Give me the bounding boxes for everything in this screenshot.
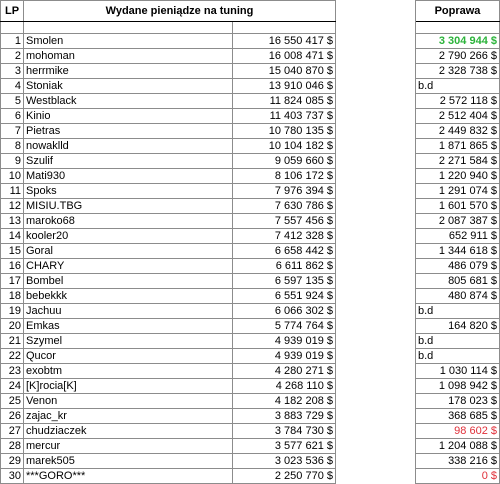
improvement-cell: 98 602 $ xyxy=(416,424,500,439)
rank-cell: 21 xyxy=(1,334,24,349)
improvement-cell: 2 328 738 $ xyxy=(416,64,500,79)
table-row xyxy=(1,94,500,109)
table-row xyxy=(1,334,500,349)
improvement-cell: 2 572 118 $ xyxy=(416,94,500,109)
improvement-cell: 652 911 $ xyxy=(416,229,500,244)
rank-cell: 29 xyxy=(1,454,24,469)
rank-cell: 7 xyxy=(1,124,24,139)
table-row xyxy=(1,64,500,79)
player-name-cell: Szymel xyxy=(24,334,233,349)
table-row xyxy=(1,409,500,424)
rank-cell: 2 xyxy=(1,49,24,64)
spent-value-cell: 7 976 394 $ xyxy=(233,184,336,199)
table-row xyxy=(1,139,500,154)
gap-cell xyxy=(336,64,416,79)
table-row xyxy=(1,124,500,139)
player-name-cell: CHARY xyxy=(24,259,233,274)
player-name-cell: kooler20 xyxy=(24,229,233,244)
improvement-cell: 1 030 114 $ xyxy=(416,364,500,379)
table-row xyxy=(1,79,500,94)
table-row xyxy=(1,289,500,304)
spent-value-cell: 6 551 924 $ xyxy=(233,289,336,304)
gap-cell xyxy=(336,334,416,349)
improvement-cell: 1 204 088 $ xyxy=(416,439,500,454)
player-name-cell: maroko68 xyxy=(24,214,233,229)
gap-cell xyxy=(336,349,416,364)
player-name-cell: bebekkk xyxy=(24,289,233,304)
spent-value-cell: 9 059 660 $ xyxy=(233,154,336,169)
spent-value-cell: 5 774 764 $ xyxy=(233,319,336,334)
gap-cell xyxy=(336,139,416,154)
spent-value-cell: 4 182 208 $ xyxy=(233,394,336,409)
improvement-cell: 486 079 $ xyxy=(416,259,500,274)
player-name-cell: Venon xyxy=(24,394,233,409)
improvement-cell: 1 291 074 $ xyxy=(416,184,500,199)
player-name-cell: Smolen xyxy=(24,34,233,49)
improvement-cell: b.d xyxy=(416,79,500,94)
rank-cell: 15 xyxy=(1,244,24,259)
table-row xyxy=(1,274,500,289)
improvement-cell: 338 216 $ xyxy=(416,454,500,469)
header-spent: Wydane pieniądze na tuning xyxy=(24,1,336,22)
table-row xyxy=(1,244,500,259)
rank-cell: 18 xyxy=(1,289,24,304)
player-name-cell: mercur xyxy=(24,439,233,454)
player-name-cell: marek505 xyxy=(24,454,233,469)
gap-cell xyxy=(336,259,416,274)
table-row xyxy=(1,379,500,394)
improvement-cell: 368 685 $ xyxy=(416,409,500,424)
spent-value-cell: 16 550 417 $ xyxy=(233,34,336,49)
improvement-cell: b.d xyxy=(416,304,500,319)
gap-cell xyxy=(336,439,416,454)
improvement-cell: 1 601 570 $ xyxy=(416,199,500,214)
spent-value-cell: 7 630 786 $ xyxy=(233,199,336,214)
player-name-cell: Pietras xyxy=(24,124,233,139)
improvement-cell: b.d xyxy=(416,349,500,364)
player-name-cell: Qucor xyxy=(24,349,233,364)
table-row xyxy=(1,424,500,439)
spent-value-cell: 6 611 862 $ xyxy=(233,259,336,274)
rank-cell: 16 xyxy=(1,259,24,274)
spent-value-cell: 13 910 046 $ xyxy=(233,79,336,94)
table-row xyxy=(1,109,500,124)
gap-cell xyxy=(336,394,416,409)
spent-value-cell: 10 104 182 $ xyxy=(233,139,336,154)
improvement-cell: 1 098 942 $ xyxy=(416,379,500,394)
spent-value-cell: 7 412 328 $ xyxy=(233,229,336,244)
rank-cell: 8 xyxy=(1,139,24,154)
gap-cell xyxy=(336,289,416,304)
table-row xyxy=(1,199,500,214)
rank-cell: 30 xyxy=(1,469,24,484)
spacer-cell xyxy=(1,22,24,34)
player-name-cell: ***GORO*** xyxy=(24,469,233,484)
spent-value-cell: 3 784 730 $ xyxy=(233,424,336,439)
table-row xyxy=(1,364,500,379)
table-row xyxy=(1,349,500,364)
gap-cell xyxy=(336,154,416,169)
spent-value-cell: 6 658 442 $ xyxy=(233,244,336,259)
player-name-cell: Mati930 xyxy=(24,169,233,184)
gap-cell xyxy=(336,304,416,319)
table-row xyxy=(1,214,500,229)
rank-cell: 9 xyxy=(1,154,24,169)
table-row xyxy=(1,229,500,244)
improvement-cell: 2 512 404 $ xyxy=(416,109,500,124)
table-row xyxy=(1,154,500,169)
player-name-cell: Szulif xyxy=(24,154,233,169)
spent-value-cell: 4 939 019 $ xyxy=(233,349,336,364)
rank-cell: 3 xyxy=(1,64,24,79)
improvement-cell: 480 874 $ xyxy=(416,289,500,304)
rank-cell: 24 xyxy=(1,379,24,394)
gap-cell xyxy=(336,454,416,469)
player-name-cell: nowaklld xyxy=(24,139,233,154)
improvement-cell: 2 790 266 $ xyxy=(416,49,500,64)
table-row xyxy=(1,169,500,184)
rank-cell: 26 xyxy=(1,409,24,424)
table-row xyxy=(1,319,500,334)
spent-value-cell: 6 066 302 $ xyxy=(233,304,336,319)
rank-cell: 22 xyxy=(1,349,24,364)
improvement-cell: 805 681 $ xyxy=(416,274,500,289)
spent-value-cell: 4 939 019 $ xyxy=(233,334,336,349)
player-name-cell: Bombel xyxy=(24,274,233,289)
rank-cell: 4 xyxy=(1,79,24,94)
spacer-cell xyxy=(416,22,500,34)
spacer-row xyxy=(1,22,500,34)
gap-cell xyxy=(336,79,416,94)
player-name-cell: Jachuu xyxy=(24,304,233,319)
improvement-cell: 164 820 $ xyxy=(416,319,500,334)
rank-cell: 10 xyxy=(1,169,24,184)
spent-value-cell: 11 403 737 $ xyxy=(233,109,336,124)
spent-value-cell: 4 268 110 $ xyxy=(233,379,336,394)
gap-cell xyxy=(336,409,416,424)
rank-cell: 25 xyxy=(1,394,24,409)
improvement-cell: 3 304 944 $ xyxy=(416,34,500,49)
spent-value-cell: 6 597 135 $ xyxy=(233,274,336,289)
spent-value-cell: 16 008 471 $ xyxy=(233,49,336,64)
improvement-cell: 178 023 $ xyxy=(416,394,500,409)
gap-cell xyxy=(336,49,416,64)
spent-value-cell: 15 040 870 $ xyxy=(233,64,336,79)
rank-cell: 27 xyxy=(1,424,24,439)
table-row xyxy=(1,49,500,64)
player-name-cell: Emkas xyxy=(24,319,233,334)
spent-value-cell: 3 023 536 $ xyxy=(233,454,336,469)
table-row xyxy=(1,304,500,319)
rank-cell: 19 xyxy=(1,304,24,319)
player-name-cell: exobtm xyxy=(24,364,233,379)
table-row xyxy=(1,184,500,199)
improvement-cell: 1 871 865 $ xyxy=(416,139,500,154)
gap-cell xyxy=(336,214,416,229)
spent-value-cell: 4 280 271 $ xyxy=(233,364,336,379)
player-name-cell: zajac_kr xyxy=(24,409,233,424)
player-name-cell: herrmike xyxy=(24,64,233,79)
spent-value-cell: 3 883 729 $ xyxy=(233,409,336,424)
gap-cell xyxy=(336,124,416,139)
player-name-cell: Goral xyxy=(24,244,233,259)
rank-cell: 20 xyxy=(1,319,24,334)
rank-cell: 5 xyxy=(1,94,24,109)
player-name-cell: Stoniak xyxy=(24,79,233,94)
rank-cell: 13 xyxy=(1,214,24,229)
gap-cell xyxy=(336,34,416,49)
gap-cell xyxy=(336,94,416,109)
spent-value-cell: 10 780 135 $ xyxy=(233,124,336,139)
gap-cell xyxy=(336,274,416,289)
spent-value-cell: 8 106 172 $ xyxy=(233,169,336,184)
gap-cell xyxy=(336,469,416,484)
spent-value-cell: 3 577 621 $ xyxy=(233,439,336,454)
table-row xyxy=(1,469,500,484)
rank-cell: 28 xyxy=(1,439,24,454)
gap-cell xyxy=(336,244,416,259)
player-name-cell: [K]rocia[K] xyxy=(24,379,233,394)
player-name-cell: chudziaczek xyxy=(24,424,233,439)
header-gap xyxy=(336,1,416,22)
player-name-cell: MISIU.TBG xyxy=(24,199,233,214)
spacer-cell xyxy=(24,22,233,34)
improvement-cell: 2 449 832 $ xyxy=(416,124,500,139)
rank-cell: 6 xyxy=(1,109,24,124)
gap-cell xyxy=(336,184,416,199)
header-lp: LP xyxy=(1,1,24,22)
table-row xyxy=(1,394,500,409)
gap-cell xyxy=(336,109,416,124)
rank-cell: 23 xyxy=(1,364,24,379)
table-row xyxy=(1,454,500,469)
table-row xyxy=(1,259,500,274)
improvement-cell: 0 $ xyxy=(416,469,500,484)
rank-cell: 14 xyxy=(1,229,24,244)
spent-value-cell: 2 250 770 $ xyxy=(233,469,336,484)
spent-value-cell: 7 557 456 $ xyxy=(233,214,336,229)
gap-cell xyxy=(336,424,416,439)
gap-cell xyxy=(336,199,416,214)
gap-cell xyxy=(336,319,416,334)
player-name-cell: Kinio xyxy=(24,109,233,124)
player-name-cell: mohoman xyxy=(24,49,233,64)
rank-cell: 1 xyxy=(1,34,24,49)
improvement-cell: 2 271 584 $ xyxy=(416,154,500,169)
spacer-cell xyxy=(233,22,336,34)
table-row xyxy=(1,439,500,454)
rank-cell: 12 xyxy=(1,199,24,214)
header-improvement: Poprawa xyxy=(416,1,500,22)
player-name-cell: Westblack xyxy=(24,94,233,109)
rank-cell: 17 xyxy=(1,274,24,289)
gap-cell xyxy=(336,229,416,244)
improvement-cell: 1 344 618 $ xyxy=(416,244,500,259)
header-row xyxy=(1,1,500,22)
gap-cell xyxy=(336,379,416,394)
improvement-cell: 2 087 387 $ xyxy=(416,214,500,229)
improvement-cell: 1 220 940 $ xyxy=(416,169,500,184)
spacer-gap xyxy=(336,22,416,34)
table-row xyxy=(1,34,500,49)
gap-cell xyxy=(336,364,416,379)
improvement-cell: b.d xyxy=(416,334,500,349)
player-name-cell: Spoks xyxy=(24,184,233,199)
rank-cell: 11 xyxy=(1,184,24,199)
gap-cell xyxy=(336,169,416,184)
spent-value-cell: 11 824 085 $ xyxy=(233,94,336,109)
